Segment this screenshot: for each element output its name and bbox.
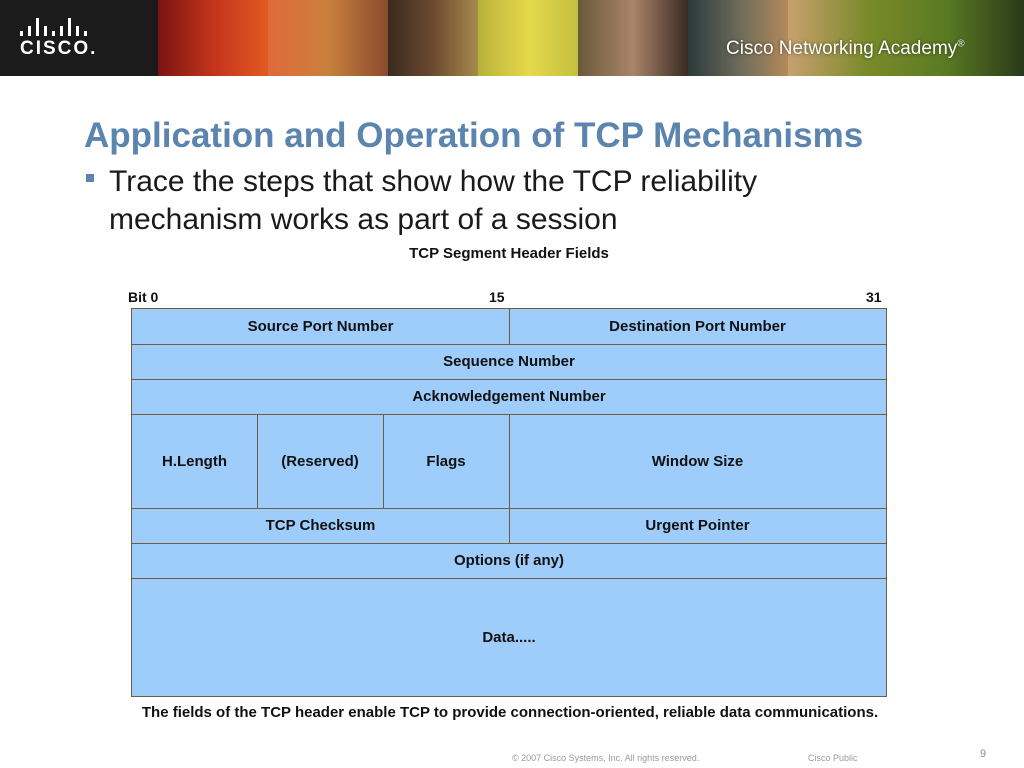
field-acknowledgement-number: Acknowledgement Number	[412, 388, 606, 405]
banner-photo-5	[578, 0, 688, 76]
diagram-caption: The fields of the TCP header enable TCP to provide connection-oriented, reliable data communications.	[141, 704, 879, 721]
banner-photo-3	[388, 0, 478, 76]
banner-photo-1	[158, 0, 268, 76]
tcp-header-diagram	[131, 308, 887, 697]
academy-brand-cisco: Cisco	[726, 38, 774, 59]
footer-copyright: © 2007 Cisco Systems, Inc. All rights reserved.	[512, 753, 700, 763]
page-number: 9	[980, 748, 987, 760]
header-banner	[0, 0, 1024, 76]
bit-label-31: 31	[866, 289, 882, 305]
cisco-logo-bars-icon	[20, 18, 100, 36]
field-options: Options (if any)	[454, 552, 564, 569]
field-sequence-number: Sequence Number	[443, 353, 575, 370]
field-header-length: H.Length	[162, 452, 227, 470]
networking-academy-brand	[726, 38, 965, 60]
field-window-size: Window Size	[651, 452, 744, 470]
field-data: Data.....	[482, 628, 536, 646]
diagram-title: TCP Segment Header Fields	[409, 245, 609, 262]
academy-brand-mark: ®	[957, 38, 965, 50]
banner-photo-2	[268, 0, 388, 76]
bullet-square-icon	[86, 174, 94, 182]
banner-photo-4	[478, 0, 578, 76]
bit-label-0: Bit 0	[128, 289, 159, 305]
field-reserved: (Reserved)	[281, 452, 359, 470]
academy-brand-name: Networking Academy	[778, 38, 958, 59]
bullet-text: Trace the steps that show how the TCP reliability mechanism works as part of a session	[109, 165, 758, 236]
field-destination-port: Destination Port Number	[609, 318, 786, 335]
cisco-logo	[0, 0, 158, 76]
bit-label-15: 15	[489, 289, 505, 305]
footer-classification: Cisco Public	[808, 753, 858, 763]
field-flags: Flags	[426, 452, 466, 470]
field-source-port: Source Port Number	[247, 318, 394, 335]
field-urgent-pointer: Urgent Pointer	[645, 517, 750, 534]
cisco-logo-text: CISCO.	[20, 38, 98, 59]
field-tcp-checksum: TCP Checksum	[265, 517, 376, 534]
slide-title: Application and Operation of TCP Mechanisms	[84, 116, 864, 155]
